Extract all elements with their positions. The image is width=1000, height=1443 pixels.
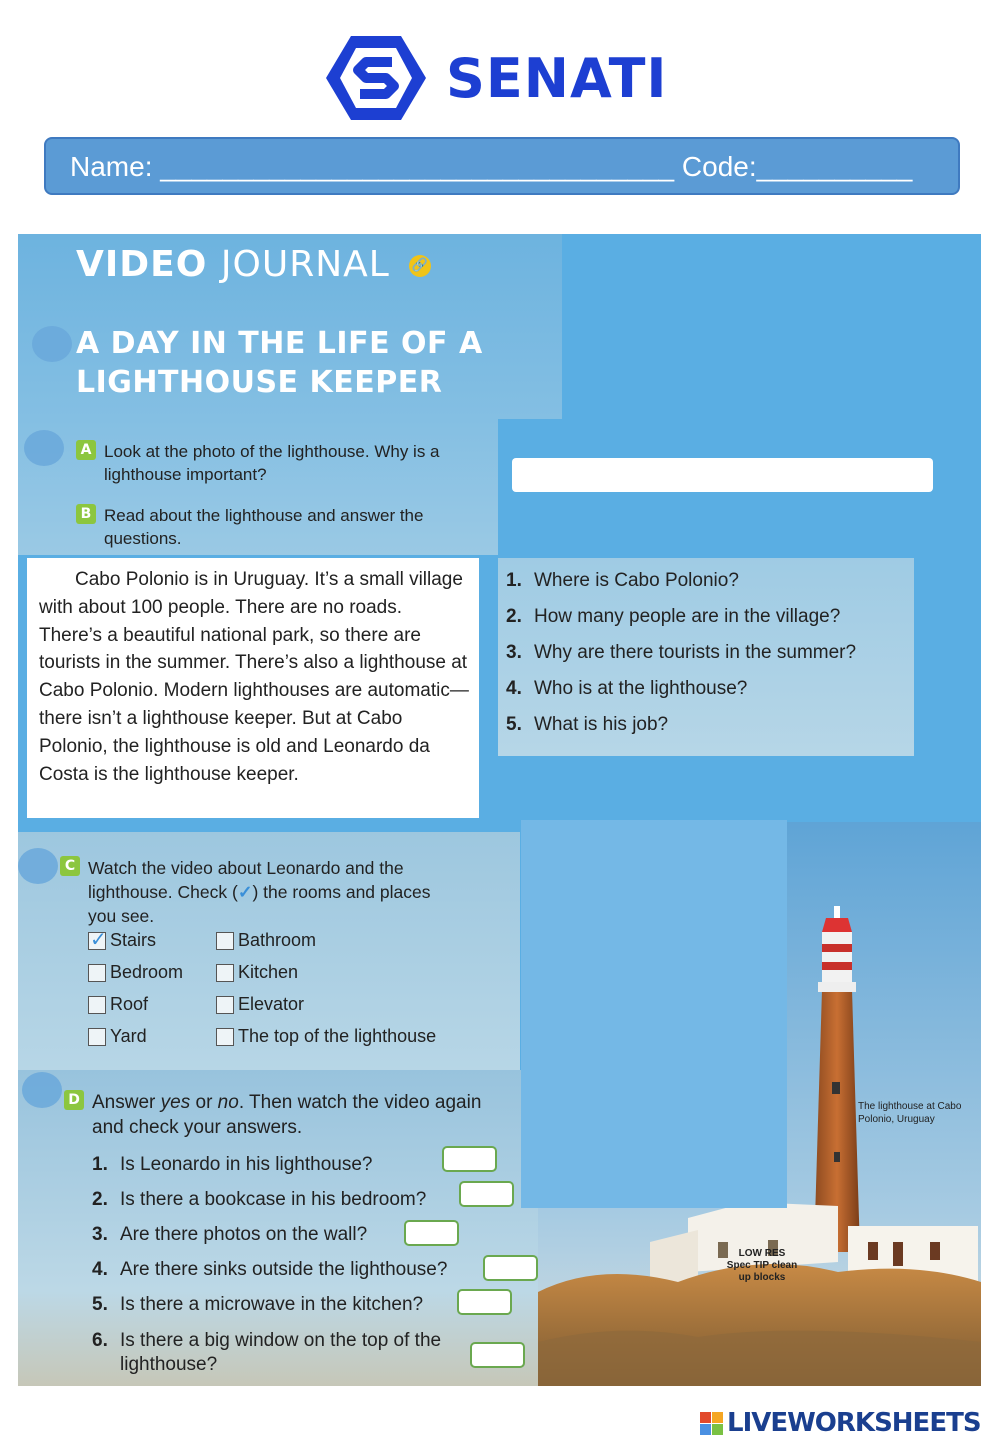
checkbox-bathroom[interactable] [216,930,316,951]
checkbox-icon[interactable] [88,964,106,982]
bubble-decoration [32,326,72,362]
reading-passage: Cabo Polonio is in Uruguay. It’s a small village with about 100 people. There are no roads. There’s a beautiful national park, so there are tourists in the summer. There’s also a lighthouse at Cabo Polonio. Modern lighthouses are automatic—there isn’t a lighthouse keeper. But at Cabo Polonio, the lighthouse is old and Leonardo da Costa is the lighthouse keeper. [25,556,481,820]
question-number: 4. [506,678,522,699]
checkbox-label: Stairs [110,930,157,950]
item-text: Is there a microwave in the kitchen? [120,1294,424,1315]
check-mark-icon: ✓ [90,926,107,951]
question-text: Where is Cabo Polonio? [534,570,739,591]
item-text: Is there a bookcase in his bedroom? [120,1189,427,1210]
yes-no-item [92,1154,372,1176]
checkbox-bedroom[interactable] [88,962,183,983]
question-number: 1. [506,570,522,591]
note-line: LOW RES [738,1248,786,1259]
yes-no-item [92,1329,441,1377]
answer-box-1[interactable] [442,1146,497,1172]
headline-line: A DAY IN THE LIFE OF A [76,326,483,361]
checkbox-label: The top of the lighthouse [238,1026,437,1046]
checkbox-icon[interactable] [216,1028,234,1046]
checkbox-top-of-lighthouse[interactable] [216,1026,436,1047]
checkbox-icon[interactable] [88,926,107,951]
bubble-decoration [18,848,58,884]
blue-cover-block [521,820,787,1208]
item-number: 1. [92,1154,108,1175]
item-number: 3. [92,1224,108,1245]
checkbox-icon[interactable] [88,996,106,1014]
video-journal-title [76,244,431,285]
instruction-text: no [217,1092,239,1113]
checkbox-label: Bathroom [238,930,317,950]
note-line: Spec TIP clean [726,1260,798,1271]
instruction-text: Look at the photo of the lighthouse. Why is a [104,442,440,461]
check-mark-icon: ✓ [237,882,253,902]
item-text: Is there a big window on the top of the [120,1330,442,1351]
photo-caption [858,1100,968,1126]
question-number: 3. [506,642,522,663]
checkbox-icon[interactable] [88,1028,106,1046]
bubble-decoration [24,430,64,466]
item-text: Are there sinks outside the lighthouse? [120,1259,448,1280]
item-text: Are there photos on the wall? [120,1224,368,1245]
question-text: What is his job? [534,714,669,735]
instruction-text: . Then watch the video again [238,1092,482,1113]
section-letter-a: A [76,440,96,460]
item-number: 6. [92,1330,108,1351]
footer-brand: LIVEWORKSHEETS [727,1408,981,1438]
question-item [506,678,914,714]
checkbox-label: Roof [110,994,149,1014]
caption-line: The lighthouse at Cabo [858,1101,962,1112]
section-a-answer-input[interactable] [512,458,933,492]
item-text: lighthouse? [120,1354,218,1375]
checkbox-stairs[interactable] [88,926,157,951]
instruction-text: Watch the video about Leonardo and the [88,858,404,878]
section-d-instruction [64,1090,481,1140]
note-line: up blocks [738,1272,786,1283]
section-c-instruction [60,856,431,928]
answer-box-2[interactable] [459,1181,514,1207]
question-list [498,558,914,756]
question-item [506,642,914,678]
bubble-decoration [22,1072,62,1108]
item-number: 2. [92,1189,108,1210]
title-bold: VIDEO [76,244,208,285]
section-letter-d: D [64,1090,84,1110]
checkbox-icon[interactable] [216,996,234,1014]
question-item [506,606,914,642]
question-number: 2. [506,606,522,627]
section-b-instruction [76,504,423,550]
question-item [506,714,914,750]
low-res-note [726,1248,798,1284]
checkbox-label: Elevator [238,994,305,1014]
item-text: Is Leonardo in his lighthouse? [120,1154,373,1175]
caption-line: Polonio, Uruguay [858,1114,935,1125]
section-a-instruction [76,440,440,486]
senati-logo [326,34,668,122]
instruction-text: ) the rooms and places [252,882,431,902]
checkbox-roof[interactable] [88,994,148,1015]
answer-box-3[interactable] [404,1220,459,1246]
yes-no-item [92,1259,447,1281]
worksheet-panel [18,234,981,1386]
instruction-text: Read about the lighthouse and answer the [104,506,424,525]
link-icon[interactable]: 🔗 [409,255,431,277]
instruction-text: you see. [88,906,155,926]
instruction-text: lighthouse. Check ( [88,882,238,902]
item-number: 5. [92,1294,108,1315]
name-code-bar[interactable]: Name: _________________________________ Code:__________ [44,137,960,195]
page-headline [76,324,483,402]
headline-line: LIGHTHOUSE KEEPER [76,365,443,400]
instruction-text: and check your answers. [92,1117,303,1138]
checkbox-label: Kitchen [238,962,299,982]
checkbox-yard[interactable] [88,1026,147,1047]
liveworksheets-logo [700,1408,981,1438]
liveworksheets-icon [700,1412,723,1435]
question-text: How many people are in the village? [534,606,841,627]
instruction-text: yes [160,1092,191,1113]
question-text: Why are there tourists in the summer? [534,642,857,663]
yes-no-item [92,1224,367,1246]
answer-box-6[interactable] [470,1342,525,1368]
checkbox-icon[interactable] [216,964,234,982]
senati-logo-icon [326,34,426,122]
answer-box-4[interactable] [483,1255,538,1281]
title-light: JOURNAL [220,244,390,285]
question-number: 5. [506,714,522,735]
checkbox-elevator[interactable] [216,994,304,1015]
checkbox-kitchen[interactable] [216,962,298,983]
section-letter-c: C [60,856,80,876]
instruction-text: questions. [104,529,182,548]
instruction-text: or [190,1092,218,1113]
question-text: Who is at the lighthouse? [534,678,748,699]
yes-no-item [92,1189,426,1211]
yes-no-item [92,1294,423,1316]
checkbox-label: Bedroom [110,962,184,982]
answer-box-5[interactable] [457,1289,512,1315]
brand-name: SENATI [446,46,668,110]
checkbox-icon[interactable] [216,932,234,950]
instruction-text: lighthouse important? [104,465,267,484]
item-number: 4. [92,1259,108,1280]
checkbox-label: Yard [110,1026,147,1046]
section-letter-b: B [76,504,96,524]
question-item [506,570,914,606]
instruction-text: Answer [92,1092,161,1113]
